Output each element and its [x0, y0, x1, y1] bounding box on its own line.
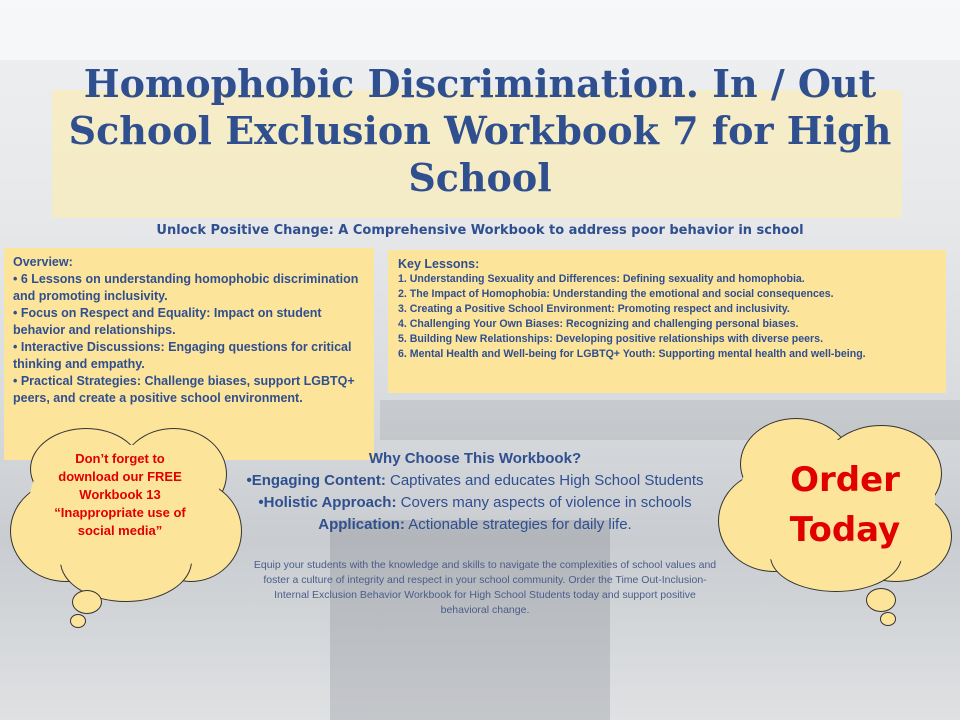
- overview-heading: Overview:: [13, 255, 73, 269]
- thought-bubble: [866, 588, 896, 612]
- overview-box: [4, 248, 374, 460]
- key-lessons-box: [388, 250, 946, 393]
- overview-item: • Practical Strategies: Challenge biases, support LGBTQ+ peers, and create a positive school environment.: [13, 374, 355, 405]
- lesson-item: 3. Creating a Positive School Environment: Promoting respect and inclusivity.: [398, 303, 790, 315]
- subtitle: Unlock Positive Change: A Comprehensive Workbook to address poor behavior in school: [156, 223, 804, 238]
- overview-item: • Focus on Respect and Equality: Impact on student behavior and relationships.: [13, 306, 322, 337]
- background-chair: [330, 520, 610, 720]
- background-window: [0, 0, 960, 60]
- why-heading: Why Choose This Workbook?: [368, 450, 582, 467]
- overview-item: • Interactive Discussions: Engaging questions for critical thinking and empathy.: [13, 340, 352, 371]
- free-workbook-text: Don’t forget to download our FREE Workbook 13 “Inappropriate use of social media”: [54, 451, 186, 538]
- key-lessons-heading: Key Lessons:: [398, 257, 480, 271]
- lesson-item: 1. Understanding Sexuality and Differences: Defining sexuality and homophobia.: [398, 273, 805, 285]
- lesson-item: 5. Building New Relationships: Developing positive relationships with diverse peers.: [398, 333, 824, 345]
- lesson-item: 6. Mental Health and Well-being for LGBTQ+ Youth: Supporting mental health and well-being.: [398, 348, 866, 360]
- lesson-item: 2. The Impact of Homophobia: Understanding the emotional and social consequences.: [398, 288, 834, 300]
- page-title: Homophobic Discrimination. In / Out School Exclusion Workbook 7 for High School: [68, 61, 892, 200]
- thought-bubble: [70, 614, 86, 628]
- overview-item: • 6 Lessons on understanding homophobic discrimination and promoting inclusivity.: [13, 272, 359, 303]
- lesson-item: 4. Challenging Your Own Biases: Recognizing and challenging personal biases.: [398, 318, 799, 330]
- why-item: Application: Actionable strategies for daily life.: [318, 516, 632, 533]
- why-item: •Engaging Content: Captivates and educates High School Students: [246, 472, 704, 489]
- equip-text: Equip your students with the knowledge and skills to navigate the complexities of school values and foster a culture of integrity and respect in your school community. Order the Time Out-Inclusion- Internal Exclusion Behavior Workbook for High School Students today and support positive behavioral change.: [253, 559, 717, 616]
- order-today-text: Order Today: [789, 460, 901, 550]
- thought-bubble: [880, 612, 896, 626]
- why-section: [230, 448, 720, 536]
- thought-bubble: [72, 590, 102, 614]
- why-item: •Holistic Approach: Covers many aspects of violence in schools: [258, 494, 692, 511]
